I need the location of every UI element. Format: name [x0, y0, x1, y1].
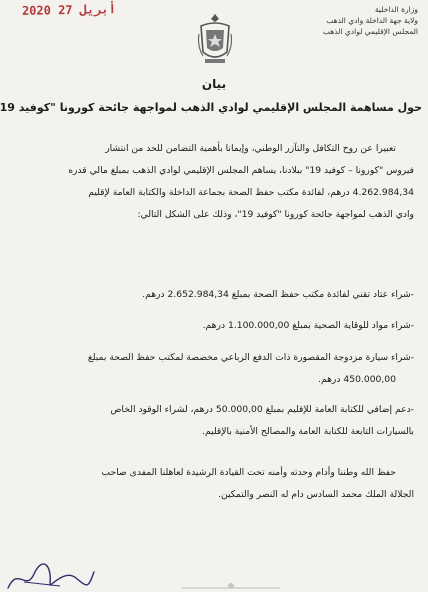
- item-line: -دعم إضافي للكتابة العامة للإقليم بمبلغ 50.000,00 درهم، لشراء الوقود الخاص: [110, 404, 414, 415]
- council-line: المجلس الإقليمي لوادي الذهب: [322, 27, 418, 36]
- date-stamp: 2020 أبريل 27: [21, 2, 117, 18]
- intro-line: تعبيرا عن روح التكافل والتآزر الوطني، وإيمانا بأهمية التضامن للحد من انتشار: [105, 143, 396, 154]
- intro-line: 4.262.984,34 درهم، لفائدة مكتب حفظ الصحة بجماعة الداخلة والكتابة العامة لإقليم: [88, 187, 414, 198]
- intro-line: فيروس "كورونا – كوفيد 19" ببلادنا، يساهم المجلس الإقليمي لوادي الذهب بمبلغ مالي قدره: [68, 165, 414, 176]
- intro-paragraph: [14, 138, 414, 226]
- intro-line: وادي الذهب لمواجهة جائحة كورونا "كوفيد 19"، وذلك على الشكل التالي:: [137, 209, 414, 220]
- closing-line: حفظ الله وطننا وأدام وحدته وأمنه تحت القيادة الرشيدة لعاهلنا المفدى صاحب: [101, 467, 396, 478]
- coat-of-arms-icon: [197, 12, 233, 68]
- item-line: بالسيارات التابعة للكتابة العامة والمصالح الأمنية بالإقليم.: [202, 426, 414, 437]
- ministry-line: وزارة الداخلية: [374, 5, 418, 14]
- item-4: [14, 399, 414, 443]
- item-line: 450.000,00 درهم.: [318, 374, 396, 385]
- item-2: [14, 315, 414, 337]
- item-line: -شراء مواد للوقاية الصحية بمبلغ 1.100.000,00 درهم.: [202, 320, 414, 331]
- item-line: -شراء عتاد تقني لفائدة مكتب حفظ الصحة بمبلغ 2.652.984,34 درهم.: [142, 289, 414, 300]
- item-3: [14, 347, 414, 391]
- issuer-header: [298, 4, 418, 37]
- footer-stamp-icon: [176, 580, 286, 592]
- closing-paragraph: [14, 462, 414, 506]
- item-1: [14, 284, 414, 306]
- document-title: بيان: [201, 77, 227, 91]
- region-line: ولاية جهة الداخلة وادي الذهب: [326, 16, 418, 25]
- document-subtitle: حول مساهمة المجلس الإقليمي لوادي الذهب لمواجهة جائحة كورونا "كوفيد 19: [0, 101, 422, 114]
- item-line: -شراء سيارة مزدوجة المقصورة ذات الدفع الرباعي مخصصة لمكتب حفظ الصحة بمبلغ: [87, 352, 414, 363]
- closing-line: الجلالة الملك محمد السادس دام له النصر والتمكين.: [218, 489, 414, 500]
- handwritten-signature: [4, 562, 96, 592]
